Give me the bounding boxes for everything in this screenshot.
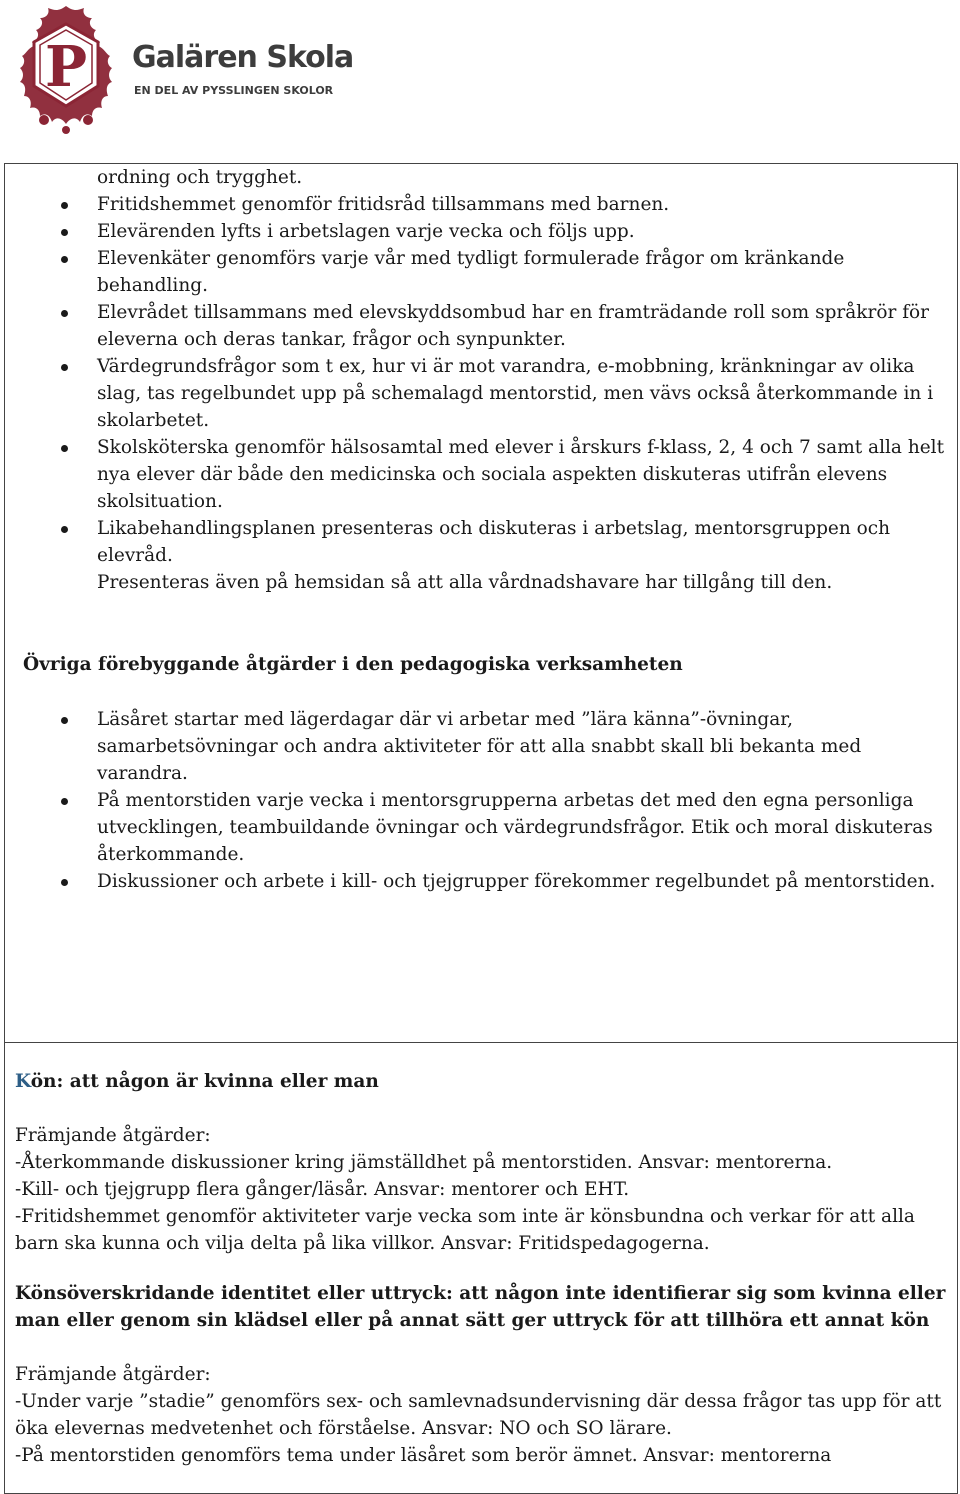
bullet-icon: [61, 879, 68, 886]
list-item: Elevärenden lyfts i arbetslagen varje vecka och följs upp.: [97, 218, 947, 245]
list-item: Diskussioner och arbete i kill- och tjejgrupper förekommer regelbundet på mentorstiden.: [97, 868, 947, 895]
brand-subtitle: EN DEL AV PYSSLINGEN SKOLOR: [134, 84, 334, 97]
list-item: På mentorstiden varje vecka i mentorsgrupperna arbetas det med den egna personliga utvecklingen, teambuildande övningar och värdegrundsfrågor. Etik och moral diskuteras återkommande.: [97, 787, 947, 868]
list-item: Elevrådet tillsammans med elevskyddsombud har en framträdande roll som språkrör för eleverna och deras tankar, frågor och synpunkter.: [97, 299, 947, 353]
list-item-extra: Presenteras även på hemsidan så att alla vårdnadshavare har tillgång till den.: [97, 572, 833, 593]
list-item: Värdegrundsfrågor som t ex, hur vi är mot varandra, e-mobbning, kränkningar av olika slag, tas regelbundet upp på schemalagd mentorstid, men vävs också återkommande in i skolarbetet.: [97, 353, 947, 434]
measure-line: -På mentorstiden genomförs tema under läsåret som berör ämnet. Ansvar: mentorerna: [15, 1445, 832, 1466]
gender-measures-text: [15, 1122, 949, 1257]
measure-line: -Fritidshemmet genomför aktiviteter varje vecka som inte är könsbundna och verkar för att alla barn ska kunna och vilja delta på lika villkor. Ansvar: Fritidspedagogerna.: [15, 1206, 915, 1254]
list-item: [97, 164, 947, 191]
section-heading-identity: Könsöverskridande identitet eller uttryck: att någon inte identifierar sig som kvinna eller man eller genom sin klädsel eller på annat sätt ger uttryck för att tillhöra ett annat kön: [15, 1283, 946, 1331]
gender-measures-box: [4, 1042, 958, 1494]
bullet-icon: [61, 256, 68, 263]
list-item: Läsåret startar med lägerdagar där vi arbetar med ”lära känna”-övningar, samarbetsövningar och andra aktiviteter för att alla snabbt skall bli bekanta med varandra.: [97, 706, 947, 787]
measure-line: -Återkommande diskussioner kring jämställdhet på mentorstiden. Ansvar: mentorerna.: [15, 1152, 833, 1173]
list-item-continuation: ordning och trygghet.: [97, 167, 303, 188]
svg-text:P: P: [44, 34, 88, 100]
bullet-icon: [61, 364, 68, 371]
preventive-measures-box: [4, 163, 958, 1043]
bullet-icon: [61, 202, 68, 209]
list-item: Likabehandlingsplanen presenteras och diskuteras i arbetslag, mentorsgruppen och elevråd. Presenteras även på hemsidan så att alla vårdnadshavare har tillgång till den.: [97, 515, 947, 596]
bullet-icon: [61, 445, 68, 452]
measures-label: Främjande åtgärder:: [15, 1125, 211, 1146]
list-item: Elevenkäter genomförs varje vår med tydligt formulerade frågor om kränkande behandling.: [97, 245, 947, 299]
measure-line: -Kill- och tjejgrupp flera gånger/läsår. Ansvar: mentorer och EHT.: [15, 1179, 630, 1200]
pysslingen-shield-logo-icon: [14, 2, 118, 136]
section-heading-gender: Kön: att någon är kvinna eller man: [15, 1071, 379, 1092]
measure-line: -Under varje ”stadie” genomförs sex- och samlevnadsundervisning där dessa frågor tas upp för att öka elevernas medvetenhet och förståelse. Ansvar: NO och SO lärare.: [15, 1391, 942, 1439]
bullet-icon: [61, 310, 68, 317]
section-heading-pedagogical: Övriga förebyggande åtgärder i den pedagogiska verksamheten: [23, 654, 683, 675]
brand-name: Galären Skola: [132, 40, 354, 75]
list-item: Skolsköterska genomför hälsosamtal med elever i årskurs f-klass, 2, 4 och 7 samt alla helt nya elever där både den medicinska och sociala aspekten diskuteras utifrån elevens skolsituation.: [97, 434, 947, 515]
bullet-icon: [61, 717, 68, 724]
pedagogical-list: [97, 706, 947, 895]
bullet-icon: [61, 229, 68, 236]
measures-label: Främjande åtgärder:: [15, 1364, 211, 1385]
list-item: Fritidshemmet genomför fritidsråd tillsammans med barnen.: [97, 191, 947, 218]
identity-measures-text: [15, 1361, 949, 1469]
preventive-list: [97, 164, 947, 596]
bullet-icon: [61, 798, 68, 805]
bullet-icon: [61, 526, 68, 533]
school-logo: [14, 2, 374, 136]
